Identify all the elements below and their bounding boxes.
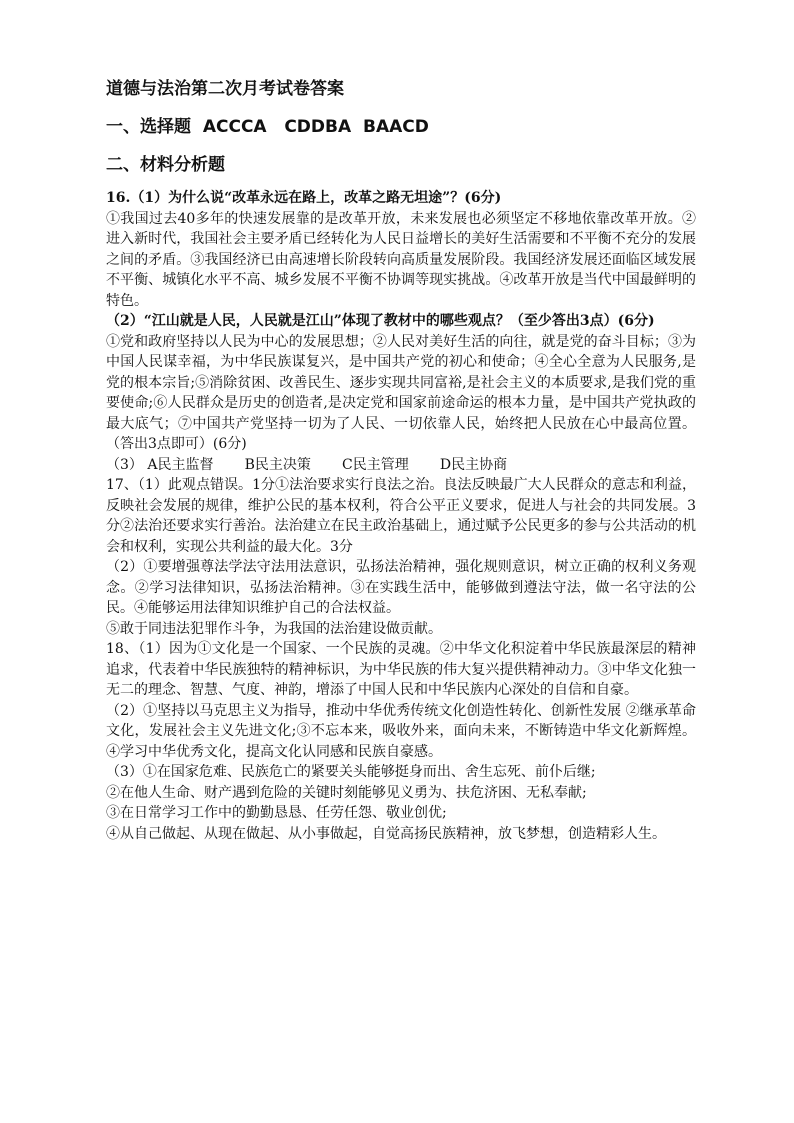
q17-2-answer-continued: ⑤敢于同违法犯罪作斗争，为我国的法治建设做贡献。 [106, 620, 442, 637]
q16-1-answer: ①我国过去40多年的快速发展靠的是改革开放，未来发展也必须坚定不移地依靠改革开放。②进入新时代，我国社会主要矛盾已经转化为人民日益增长的美好生活需要和不平衡不充分的发展之间的矛盾。③我国经济已由高速增长阶段转向高质量发展阶段。我国经济发展还面临区域发展不平衡、城镇化水平不高、城乡发展不平衡不协调等现实挑战。④改革开放是当代中国最鲜明的特色。 [106, 210, 696, 309]
q18-3-answer-point-1: （3）①在国家危难、民族危亡的紧要关头能够挺身而出、舍生忘死、前仆后继; [106, 764, 596, 780]
q18-3-answer-point-4: ④从自己做起、从现在做起、从小事做起，自觉高扬民族精神，放飞梦想，创造精彩人生。 [106, 825, 666, 842]
answer-paragraphs [106, 188, 696, 844]
document-body [106, 74, 696, 844]
q17-2-answer: （2）①要增强尊法学法守法用法意识，弘扬法治精神，强化规则意识，树立正确的权利义务观念。②学习法律知识，弘扬法治精神。③在实践生活中，能够做到遵法守法，做一名守法的公民。④能够运用法律知识维护自己的合法权益。 [106, 559, 696, 616]
q18-2-answer: （2）①坚持以马克思主义为指导，推动中华优秀传统文化创造性转化、创新性发展 ②继承革命文化，发展社会主义先进文化;③不忘本来，吸收外来，面向未来，不断铸造中华文化新辉煌。④学习中华优秀文化，提高文化认同感和民族自豪感。 [106, 702, 696, 760]
q16-2-answer: ①党和政府坚持以人民为中心的发展思想；②人民对美好生活的向往，就是党的奋斗目标；③为中国人民谋幸福，为中华民族谋复兴，是中国共产党的初心和使命；④全心全意为人民服务,是党的根本宗旨;⑤消除贫困、改善民生、逐步实现共同富裕,是社会主义的本质要求,是我们党的重要使命;⑥人民群众是历史的创造者,是决定党和国家前途命运的根本力量，是中国共产党执政的最大底气；⑦中国共产党坚持一切为了人民、一切依靠人民，始终把人民放在心中最高位置。（答出3点即可）(6分) [106, 333, 696, 452]
q18-3-answer-point-2: ②在他人生命、财产遇到危险的关键时刻能够见义勇为、扶危济困、无私奉献; [106, 784, 587, 801]
q18-1-answer: 18、（1）因为①文化是一个国家、一个民族的灵魂。②中华文化积淀着中华民族最深层的精神追求，代表着中华民族独特的精神标识，为中华民族的伟大复兴提供精神动力。③中华文化独一无二的理念、智慧、气度、神韵，增添了中国人民和中华民族内心深处的自信和自豪。 [106, 641, 696, 698]
q17-1-answer: 17、（1）此观点错误。1分①法治要求实行良法之治。良法反映最广大人民群众的意志和利益，反映社会发展的规律，维护公民的基本权利，符合公平正义要求，促进人与社会的共同发展。3分②法治还要求实行善治。法治建立在民主政治基础上，通过赋予公民更多的参与公共活动的机会和权利，实现公共利益的最大化。3分 [106, 477, 696, 555]
q16-1-question: 16.（1）为什么说“改革永远在路上，改革之路无坦途”？(6分) [106, 190, 502, 206]
q18-3-answer-point-3: ③在日常学习工作中的勤勤恳恳、任劳任怨、敬业创优; [106, 805, 447, 821]
section-multiple-choice: 一、选择题 ACCCA CDDBA BAACD [106, 117, 429, 137]
q16-3-answer: （3） A民主监督 B民主决策 C民主管理 D民主协商 [106, 456, 508, 473]
q16-2-question: （2）“江山就是人民，人民就是江山”体现了教材中的哪些观点？（至少答出3点）(6分) [106, 313, 655, 329]
section-material-analysis: 二、材料分析题 [106, 155, 225, 175]
document-title: 道德与法治第二次月考试卷答案 [106, 79, 344, 99]
